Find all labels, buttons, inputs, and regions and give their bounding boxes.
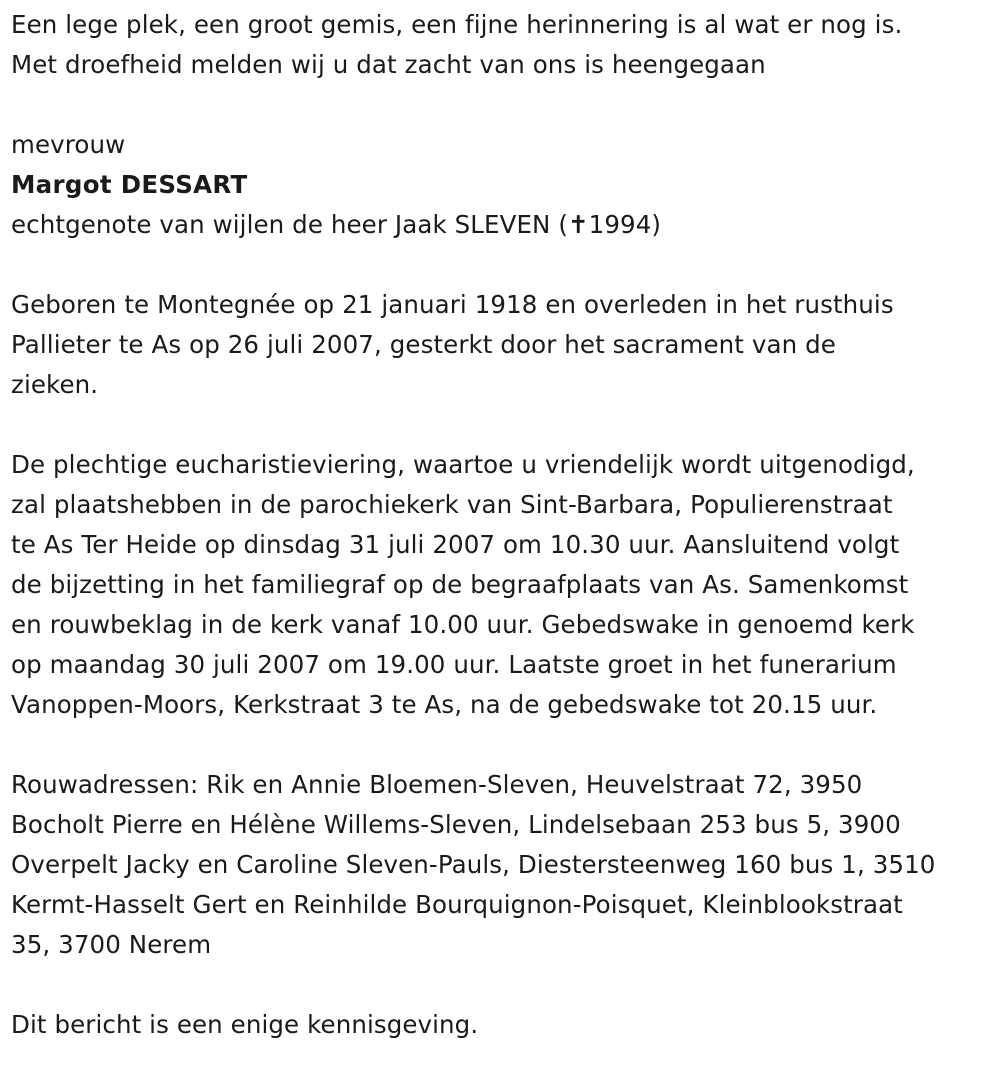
spacer [11,965,991,1005]
paragraph-line: Bocholt Pierre en Hélène Willems-Sleven, Lindelsebaan 253 bus 5, 3900 [11,810,901,839]
paragraph-line: Geboren te Montegnée op 21 januari 1918 en overleden in het rusthuis [11,290,894,319]
honorific: mevrouw [11,130,126,159]
paragraph-line: zal plaatshebben in de parochiekerk van Sint-Barbara, Populierenstraat [11,490,893,519]
spacer [11,85,991,125]
paragraph-line: te As Ter Heide op dinsdag 31 juli 2007 om 10.30 uur. Aansluitend volgt [11,530,900,559]
paragraph-line: en rouwbeklag in de kerk vanaf 10.00 uur. Gebedswake in genoemd kerk [11,610,915,639]
spouse-line: echtgenote van wijlen de heer Jaak SLEVEN (✝1994) [11,210,662,239]
spacer [11,405,991,445]
intro-paragraph [11,5,991,85]
intro-line: Een lege plek, een groot gemis, een fijne herinnering is al wat er nog is. [11,10,903,39]
paragraph-line: Pallieter te As op 26 juli 2007, gesterkt door het sacrament van de [11,330,836,359]
paragraph-line: De plechtige eucharistieviering, waartoe u vriendelijk wordt uitgenodigd, [11,450,915,479]
paragraph-line: zieken. [11,370,99,399]
paragraph-line: op maandag 30 juli 2007 om 19.00 uur. Laatste groet in het funerarium [11,650,897,679]
paragraph-line: 35, 3700 Nerem [11,930,212,959]
spacer [11,245,991,285]
closing-line: Dit bericht is een enige kennisgeving. [11,1010,479,1039]
addresses-paragraph [11,765,991,965]
paragraph-line: de bijzetting in het familiegraf op de begraafplaats van As. Samenkomst [11,570,909,599]
spacer [11,725,991,765]
paragraph-line: Kermt-Hasselt Gert en Reinhilde Bourquignon-Poisquet, Kleinblookstraat [11,890,903,919]
deceased-name: Margot DESSART [11,170,248,199]
death-notice [11,5,991,1045]
paragraph-line: Overpelt Jacky en Caroline Sleven-Pauls, Diestersteenweg 160 bus 1, 3510 [11,850,936,879]
paragraph-line: Rouwadressen: Rik en Annie Bloemen-Sleven, Heuvelstraat 72, 3950 [11,770,863,799]
birth-death-paragraph [11,285,991,405]
ceremony-paragraph [11,445,991,725]
intro-line: Met droefheid melden wij u dat zacht van ons is heengegaan [11,50,766,79]
paragraph-line: Vanoppen-Moors, Kerkstraat 3 te As, na de gebedswake tot 20.15 uur. [11,690,878,719]
